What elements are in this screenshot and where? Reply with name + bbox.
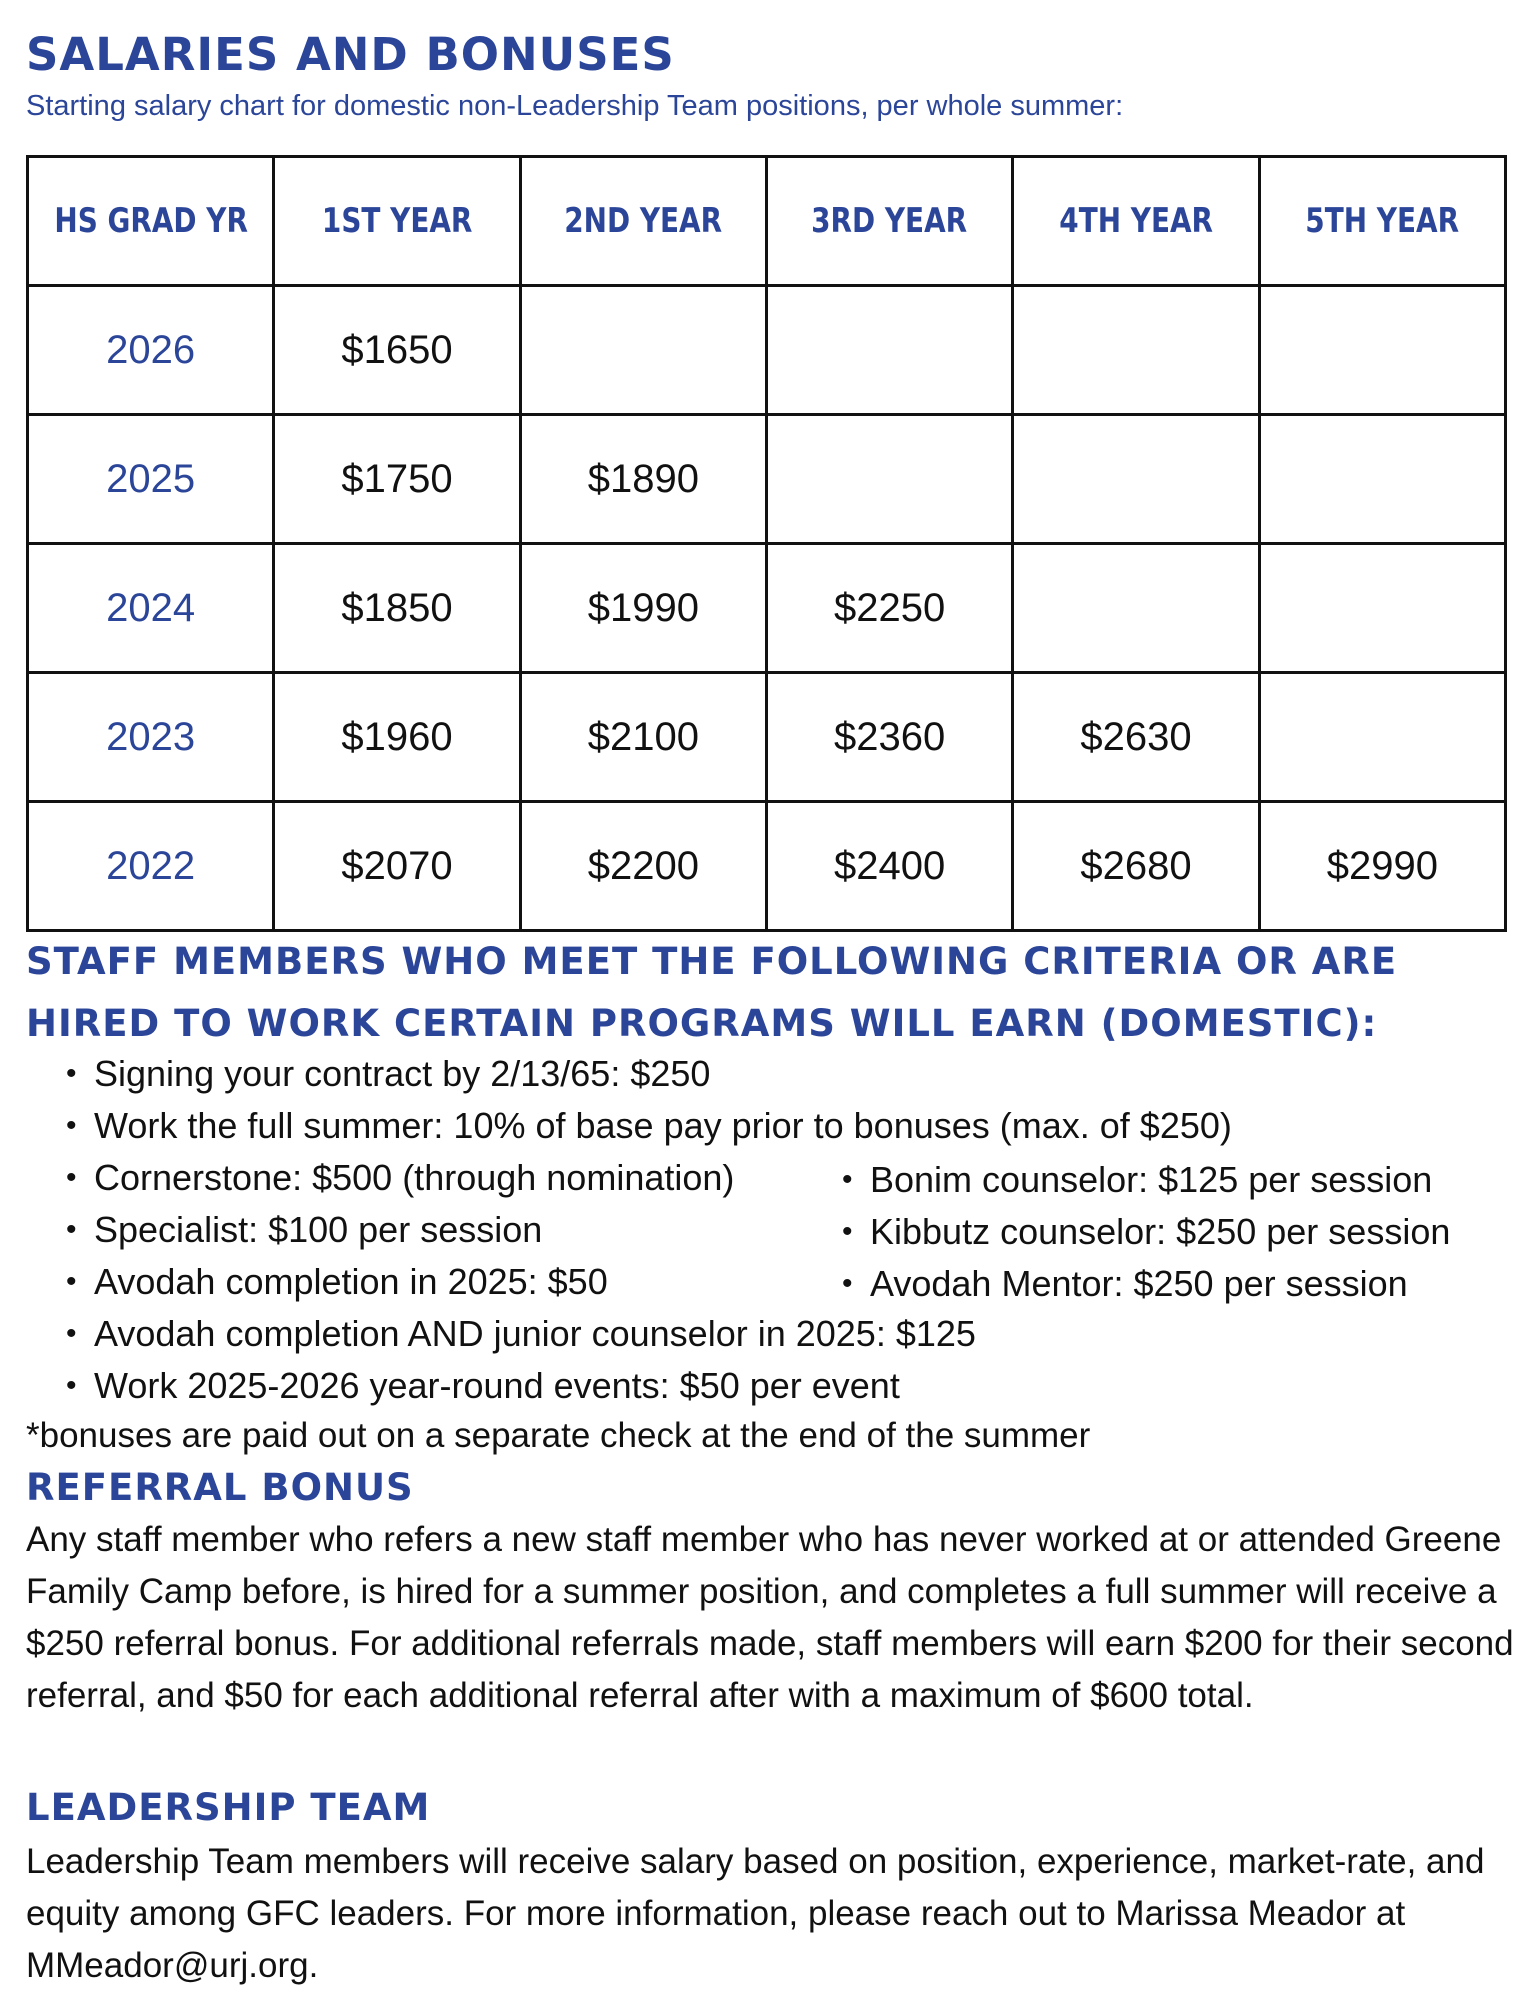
page-subtitle: Starting salary chart for domestic non-Leadership Team positions, per whole summer:	[26, 90, 1124, 122]
list-item: • Avodah completion AND junior counselor in 2025: $125	[58, 1308, 1232, 1360]
salary-cell	[1013, 415, 1259, 544]
column-header: 4TH YEAR	[1035, 157, 1237, 286]
bonus-list-right	[834, 1154, 1450, 1310]
bonus-footnote: *bonuses are paid out on a separate check at the end of the summer	[26, 1416, 1091, 1455]
salary-cell: $1750	[274, 415, 520, 544]
salary-cell	[1259, 673, 1505, 802]
salary-cell: $2680	[1013, 802, 1259, 931]
column-header: 3RD YEAR	[789, 157, 991, 286]
salary-cell: $1960	[274, 673, 520, 802]
salary-cell: $1990	[520, 544, 766, 673]
salary-cell: $2070	[274, 802, 520, 931]
column-header: 5TH YEAR	[1281, 157, 1483, 286]
salary-cell	[766, 286, 1012, 415]
list-item: • Avodah completion in 2025: $50	[58, 1256, 1232, 1308]
list-item: • Cornerstone: $500 (through nomination)	[58, 1152, 1232, 1204]
table-row	[28, 673, 1506, 802]
leadership-body: Leadership Team members will receive salary based on position, experience, market-rate, and equity among GFC leaders. For more information, please reach out to Marissa Meador at MMeador@urj.org.	[26, 1842, 1485, 1985]
list-item: • Kibbutz counselor: $250 per session	[834, 1206, 1450, 1258]
salary-cell	[1259, 286, 1505, 415]
list-item: • Avodah Mentor: $250 per session	[834, 1258, 1450, 1310]
salary-cell: $2250	[766, 544, 1012, 673]
column-header: 2ND YEAR	[542, 157, 744, 286]
page-title: SALARIES AND BONUSES	[26, 28, 675, 81]
table-header-row	[28, 157, 1506, 286]
list-item: • Signing your contract by 2/13/65: $250	[58, 1048, 1232, 1100]
salary-cell	[1013, 544, 1259, 673]
column-header: 1ST YEAR	[296, 157, 498, 286]
salary-cell	[1259, 544, 1505, 673]
salary-table	[26, 155, 1507, 932]
grad-year-cell: 2024	[28, 544, 274, 673]
leadership-heading: LEADERSHIP TEAM	[26, 1786, 431, 1829]
list-item: • Work 2025-2026 year-round events: $50 per event	[58, 1360, 1232, 1412]
table-row	[28, 415, 1506, 544]
salary-cell: $2200	[520, 802, 766, 931]
salary-cell: $2630	[1013, 673, 1259, 802]
list-item: • Bonim counselor: $125 per session	[834, 1154, 1450, 1206]
list-item: • Specialist: $100 per session	[58, 1204, 1232, 1256]
column-header: HS GRAD YR	[50, 157, 252, 286]
salary-cell: $2360	[766, 673, 1012, 802]
salary-cell: $2400	[766, 802, 1012, 931]
list-item: • Work the full summer: 10% of base pay prior to bonuses (max. of $250)	[58, 1100, 1232, 1152]
table-row	[28, 286, 1506, 415]
salary-cell	[520, 286, 766, 415]
grad-year-cell: 2023	[28, 673, 274, 802]
table-row	[28, 802, 1506, 931]
grad-year-cell: 2025	[28, 415, 274, 544]
bonus-heading-line-2: HIRED TO WORK CERTAIN PROGRAMS WILL EARN (DOMESTIC):	[26, 1002, 1378, 1045]
salary-cell: $1850	[274, 544, 520, 673]
salary-cell	[1013, 286, 1259, 415]
salary-cell: $2990	[1259, 802, 1505, 931]
grad-year-cell: 2026	[28, 286, 274, 415]
salary-cell	[766, 415, 1012, 544]
salary-cell: $1650	[274, 286, 520, 415]
grad-year-cell: 2022	[28, 802, 274, 931]
bonus-heading-line-1: STAFF MEMBERS WHO MEET THE FOLLOWING CRITERIA OR ARE	[26, 940, 1398, 983]
referral-heading: REFERRAL BONUS	[26, 1466, 414, 1509]
salary-cell: $1890	[520, 415, 766, 544]
table-row	[28, 544, 1506, 673]
salary-cell: $2100	[520, 673, 766, 802]
salary-cell	[1259, 415, 1505, 544]
referral-body: Any staff member who refers a new staff member who has never worked at or attended Greene Family Camp before, is hired for a summer position, and completes a full summer will receive a $250 referral bonus. For additional referrals made, staff members will earn $200 for their second referral, and $50 for each additional referral after with a maximum of $600 total.	[26, 1520, 1514, 1715]
